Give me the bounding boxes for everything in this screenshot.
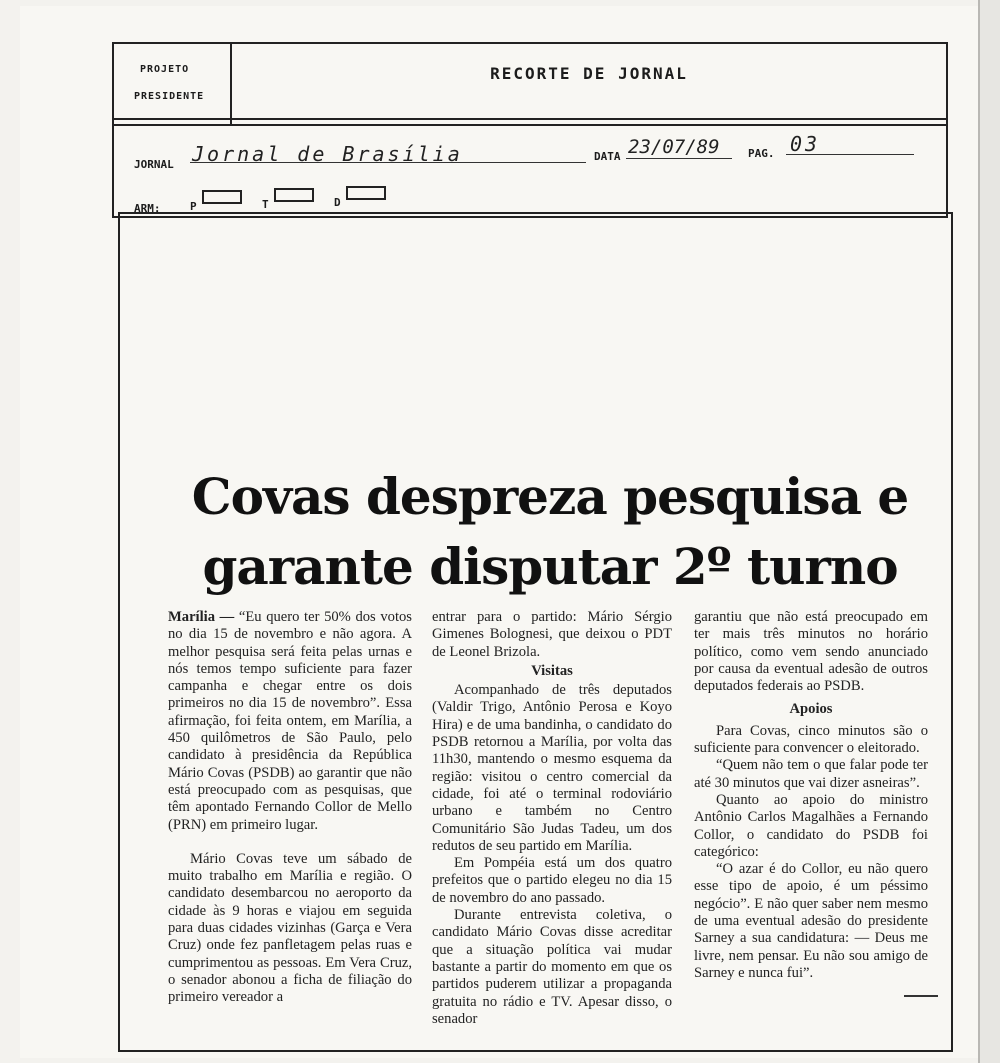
d-checkbox (346, 186, 386, 200)
jornal-underline (190, 162, 586, 163)
info-box (112, 118, 948, 218)
data-value: 23/07/89 (628, 136, 720, 158)
column-2 (432, 609, 672, 1028)
column-1 (168, 609, 412, 1007)
d-label: D (334, 196, 341, 209)
dateline: Marília — (168, 609, 235, 625)
paragraph: “Quem não tem o que falar pode ter até 30 minutos que vai dizer asneiras”. (694, 757, 928, 791)
paragraph: Quanto ao apoio do ministro Antônio Carlos Magalhães a Fernando Collor, o candidato do PSDB foi categórico: (694, 791, 928, 860)
paragraph (168, 609, 412, 834)
president-label: PRESIDENTE (134, 91, 205, 102)
data-underline (626, 158, 732, 159)
header-box (112, 42, 948, 126)
page-edge (978, 0, 1000, 1063)
pag-value: 03 (790, 132, 821, 156)
headline (170, 462, 930, 602)
t-label: T (262, 198, 269, 211)
paragraph: Para Covas, cinco minutos são o suficiente para convencer o eleitorado. (694, 722, 928, 757)
subhead-visitas: Visitas (531, 662, 573, 679)
jornal-value: Jornal de Brasília (192, 142, 463, 166)
data-label: DATA (594, 150, 621, 163)
jornal-label: JORNAL (134, 158, 174, 171)
p-label: P (190, 200, 197, 213)
project-label: PROJETO (140, 64, 190, 75)
headline-line-2: garante disputar 2º turno (202, 537, 898, 596)
paragraph: entrar para o partido: Mário Sérgio Gimenes Bolognesi, que deixou o PDT de Leonel Brizola. (432, 609, 672, 660)
subhead-apoios: Apoios (789, 701, 833, 718)
paragraph: Em Pompéia está um dos quatro prefeitos que o partido elegeu no dia 15 de novembro do ano passado. (432, 855, 672, 906)
form-title: RECORTE DE JORNAL (490, 64, 688, 83)
paragraph: “O azar é do Collor, eu não quero esse tipo de apoio, é um péssimo negócio”. E não quer saber nem mesmo de uma eventual adesão do presidente Sarney a sua candidatura: — Deus me livre, nem pensar. Eu não sou amigo de Sarney e nunca fui”. (694, 861, 928, 981)
paragraph: garantiu que não está preocupado em ter mais três minutos no horário político, como vem sendo anunciado por causa da eventual adesão de outros deputados federais ao PSDB. (694, 609, 928, 695)
t-checkbox (274, 188, 314, 202)
pag-underline (786, 154, 914, 155)
arm-label: ARM: (134, 202, 161, 215)
paragraph-text: “Eu quero ter 50% dos votos no dia 15 de novembro e não agora. A melhor pesquisa será feita pelas urnas e nós temos tempo suficiente para fazer campanha e chegar entre os dois primeiros no dia 15 de novembro”. Essa afirmação, foi feita ontem, em Marília, a 450 quilômetros de São Paulo, pelo candidato à presidência da República Mário Covas (PSDB) ao garantir que não está preocupado com as pesquisas, que têm apontado Fernando Collor de Mello (PRN) em primeiro lugar. (168, 609, 412, 833)
pag-label: PAG. (748, 147, 775, 160)
paragraph: Durante entrevista coletiva, o candidato Mário Covas disse acreditar que a situação política vai mudar bastante a partir do momento em que os partidos puderem utilizar a propaganda gratuita no rádio e TV. Apesar disso, o senador (432, 907, 672, 1027)
column-3 (694, 609, 928, 982)
end-rule (904, 995, 938, 997)
p-checkbox (202, 190, 242, 204)
paragraph: Mário Covas teve um sábado de muito trabalho em Marília e região. O candidato desembarcou no aeroporto da cidade às 9 horas e viajou em seguida para duas cidades vizinhas (Garça e Vera Cruz) onde fez panfletagem pelas ruas e cumprimentou as pessoas. Em Vera Cruz, o senador abonou a ficha de filiação do primeiro vereador a (168, 850, 412, 1006)
headline-line-1: Covas despreza pesquisa e (191, 467, 909, 526)
paragraph: Acompanhado de três deputados (Valdir Trigo, Antônio Perosa e Koyo Hira) e de uma bandinha, o candidato do PSDB retornou a Marília, por volta das 11h30, mantendo o mesmo esquema da região: visitou o centro comercial da cidade, foi até o terminal rodoviário urbano e também no Centro Comunitário São Judas Tadeu, um dos redutos de seu partido em Marília. (432, 682, 672, 854)
project-cell (114, 44, 232, 124)
